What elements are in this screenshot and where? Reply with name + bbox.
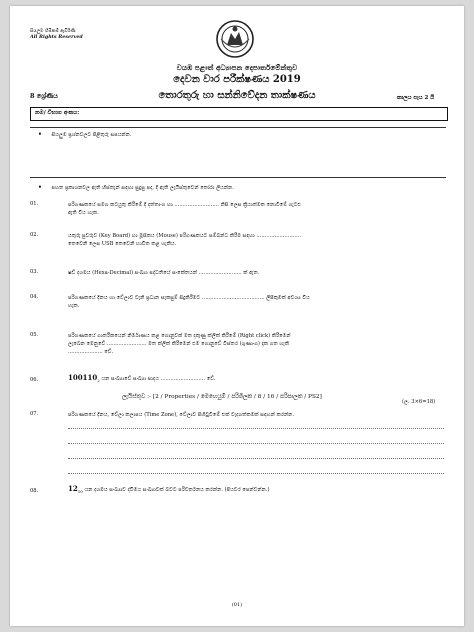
answer-line[interactable] <box>68 473 444 474</box>
exam-title: දෙවන වාර පරීක්ෂණය 2019 <box>173 74 301 85</box>
question-number: 07. <box>30 411 39 417</box>
number-base: 10 <box>77 489 83 495</box>
decimal-number: 12 <box>68 484 78 493</box>
marks-label: (ල. 3×6=18) <box>402 399 436 405</box>
question-number: 04. <box>30 294 39 300</box>
name-index-label: නම/ විභාග අංකය: <box>35 110 80 116</box>
copyright-notice <box>30 28 83 40</box>
instruction-1: • සියලුම ප්‍රශ්නවලට පිළිතුරු සපයන්න. <box>38 131 132 138</box>
question-6-text: යන සංඛ්‍යාවේ සංඛ්‍යා පාදය ........................... වේ. <box>101 376 216 382</box>
divider <box>30 177 446 178</box>
word-list: ලැයිස්තුව :- [2 / Properties / මෙහෙයුම් / පරිශීලක / 8 / 16 / පරිපාලක / PS2] <box>122 394 322 400</box>
question-number: 06. <box>30 377 39 383</box>
answer-line[interactable] <box>68 428 444 429</box>
instruction-2: • පහත ප්‍රකාශනවල ඇති හිස්තැන් සඳහා සුදුසු පද, දී ඇති ලැයිස්තුවෙන් තෝරා ලියන්න. <box>38 184 234 191</box>
department-title: වයඹ පළාත් අධ්‍යාපන දෙපාර්තමේන්තුව <box>176 63 298 72</box>
question-2: යතුරු පුවරුව (Key Board) හා මූසිකය (Mouse) පරිගණකයට සම්බන්ධ කිරීම සඳහා ........................... තෙවෙනි ලෙස USB තෙවෙනි භාවිත කළ හැකිය. <box>68 233 301 247</box>
question-1: පරිගණකයේ සමග කටයුතු කිරීමේ දී දත්තාංග හා ........................... නිසි ලෙස ක්‍රියාත්මක නොවීමේ ගැටළු ඇති විය හැක. <box>68 202 301 216</box>
question-4: පරිගණකයේ දිනය හා වේලාව වැනි ප්‍රධාන සැකසුම් සිදුකිරීමට ...................................... ලිපිකුමක් අවශ්‍ය විය හැක. <box>68 295 310 309</box>
bullet-icon: • <box>38 131 42 138</box>
exam-page <box>10 6 464 626</box>
question-number: 02. <box>30 232 39 238</box>
question-7: පරිගණකයේ දිනය, වේලා කලාපය (Time Zone), වේලාව පිහිටුවීමේ එක් වැදගත්කමක් සඳහන් කරන්න. <box>68 412 295 418</box>
bullet-icon: • <box>38 184 42 191</box>
question-number: 01. <box>30 201 39 207</box>
question-3: ෂඩ් දශමය (Hexa-Decimal) සංඛ්‍යා පද්ධතියේ සංකේතයන් .......................... ක් ඇත. <box>68 270 260 276</box>
rights-sinhala: සියලුම හිමිකම් ඇවිරිණි <box>30 29 76 34</box>
grade-label: 8 ශ්‍රේණිය <box>30 92 58 100</box>
answer-line[interactable] <box>68 458 444 459</box>
question-8 <box>68 485 448 496</box>
rights-english: All Rights Reserved <box>30 34 83 40</box>
question-6 <box>68 374 448 385</box>
answer-line[interactable] <box>68 443 444 444</box>
question-number: 05. <box>30 332 39 338</box>
question-5: පරිගණකයේ ගාර්තිකයෙන් නිර්මාණය කළ ගොනුවක් මත දකුණු ක්ලික් කිරීමේ (Right click) කිරීමෙන් ලැබෙන මෙනුවේ ........................ මත ක්ලික් කිරීමෙන් එම ගොනුවේ විස්තර (ගුණාංග) දැක ගත හැකි ..................... වේ. <box>68 333 291 355</box>
binary-number: 100110 <box>68 373 98 382</box>
page-number: (01) <box>231 602 243 608</box>
name-index-box[interactable] <box>30 107 448 121</box>
question-number: 03. <box>30 269 39 275</box>
subject-title: තොරතුරු හා සන්නිවේදන තාක්ෂණය <box>158 90 316 101</box>
divider <box>30 127 446 128</box>
emblem-logo-icon <box>215 19 255 59</box>
question-8-text: යන දශමය සංඛ්‍යාව ද්විමය සංඛ්‍යාවක් බවට පරිවර්තනය කරන්න. (පියවර පෙන්වන්න.) <box>84 487 270 493</box>
question-number: 08. <box>30 488 39 494</box>
number-base: 2 <box>97 378 100 384</box>
time-label: කාලය පැය 2 යි <box>397 95 435 101</box>
